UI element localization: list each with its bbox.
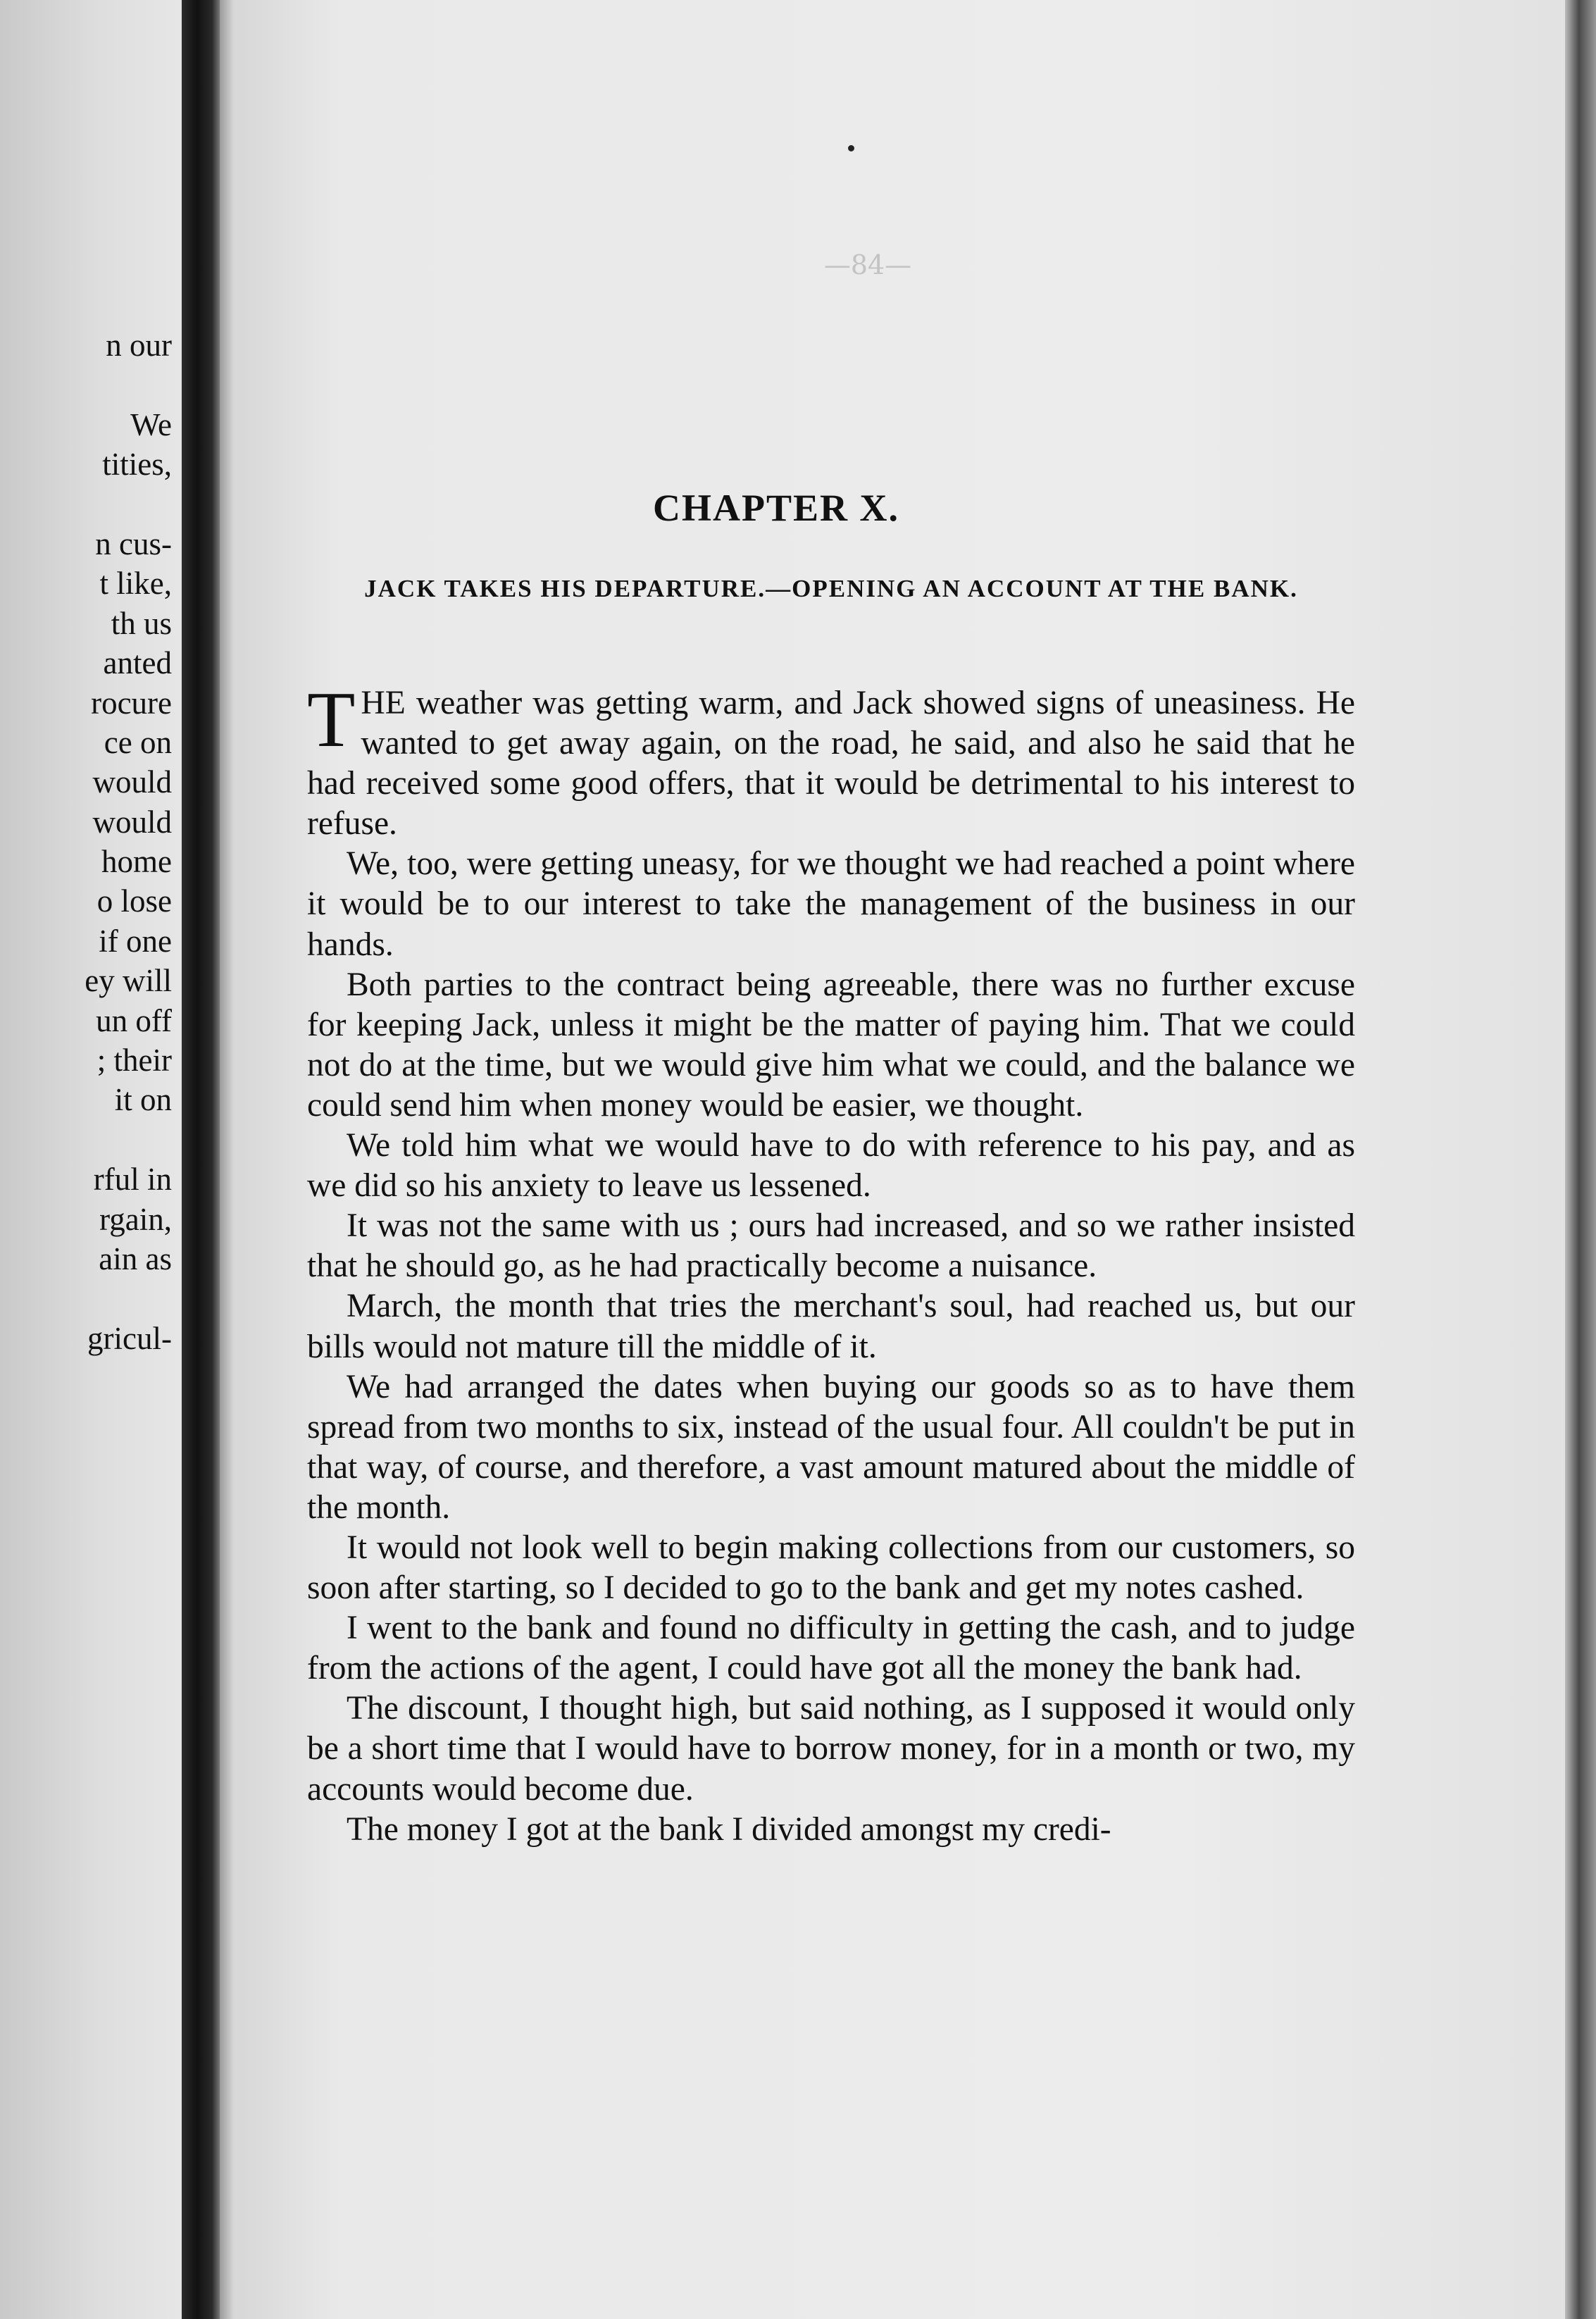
left-facing-page (0, 0, 182, 2319)
paragraph (307, 844, 1355, 964)
paragraph (307, 676, 1355, 844)
left-fragment-line: ce on (104, 724, 172, 760)
paragraph-text: The discount, I thought high, but said nothing, as I supposed it would only be a short time that I would have to borrow money, for in a month or two, my accounts would become due. (307, 1690, 1355, 1808)
gutter-shadow (220, 0, 234, 2319)
paragraph-text: It was not the same with us ; ours had increased, and so we rather insisted that he should go, as he had practically become a nuisance. (307, 1207, 1355, 1285)
chapter-title: CHAPTER X. (652, 487, 899, 529)
left-fragment-line: rgain, (99, 1201, 172, 1237)
left-fragment-line: rful in (93, 1162, 172, 1198)
book-gutter (182, 0, 220, 2319)
left-fragment-line: th us (111, 605, 172, 641)
paragraph-text: It would not look well to begin making collections from our customers, so soon after starting, so I decided to go to the bank and get my notes cashed. (307, 1529, 1355, 1607)
paragraph (307, 1206, 1355, 1286)
left-fragment-line (3, 365, 172, 404)
left-page-text-fragments (3, 325, 172, 1358)
left-fragment-line: un off (96, 1002, 172, 1038)
paragraph-text: We had arranged the dates when buying our goods so as to have them spread from two months to six, instead of the usual four. All couldn't be put in that way, of course, and therefore, a vast amount matured about the middle of the month. (307, 1368, 1355, 1526)
left-fragment-line (3, 1120, 172, 1160)
ink-speck (848, 145, 854, 151)
left-fragment-line: We (130, 406, 172, 442)
left-fragment-line: o lose (96, 883, 172, 919)
left-fragment-line (3, 1279, 172, 1318)
left-fragment-line: home (101, 844, 172, 880)
left-fragment-line: gricul- (87, 1320, 172, 1356)
chapter-body (307, 676, 1355, 1850)
paragraph (307, 1126, 1355, 1206)
paragraph (307, 1367, 1355, 1528)
paragraph (307, 1528, 1355, 1608)
paragraph (307, 1810, 1355, 1850)
left-fragment-line: would (92, 764, 172, 800)
right-page (234, 0, 1565, 2319)
paragraph (307, 1689, 1355, 1809)
paragraph (307, 1286, 1355, 1367)
left-fragment-line: rocure (91, 685, 172, 721)
paragraph-text: We told him what we would have to do with reference to his pay, and as we did so his anxiety to leave us lessened. (307, 1127, 1355, 1205)
left-fragment-line: t like, (99, 566, 172, 602)
left-fragment-line: ain as (99, 1241, 172, 1276)
left-fragment-line: tities, (102, 447, 172, 483)
drop-cap: T (307, 676, 356, 764)
page-number: —84— (823, 249, 912, 280)
paragraph (307, 965, 1355, 1126)
paragraph-text: The money I got at the bank I divided amongst my credi- (347, 1810, 1111, 1848)
left-fragment-line: ; their (96, 1043, 172, 1078)
paragraph-text: We, too, were getting uneasy, for we thought we had reached a point where it would be to our interest to take the management of the business in our hands. (307, 845, 1355, 963)
paragraph-text: Both parties to the contract being agreeable, there was no further excuse for keeping Jack, unless it might be the matter of paying him. That we could not do at the time, but we would give him what we could, and the balance we could send him when money would be easier, we thought. (307, 966, 1355, 1124)
paragraph-text: HE weather was getting warm, and Jack showed signs of uneasiness. He wanted to get away again, on the road, he said, and also he said that he had received some good offers, that it would be detrimental to his interest to refuse. (307, 685, 1355, 843)
chapter-subtitle: JACK TAKES HIS DEPARTURE.—OPENING AN ACCOUNT AT THE BANK. (364, 575, 1298, 602)
left-fragment-line: n our (106, 328, 172, 363)
page-edge (1565, 0, 1596, 2319)
left-fragment-line (3, 485, 172, 524)
left-fragment-line: it on (114, 1082, 172, 1118)
paragraph-text: I went to the bank and found no difficulty in getting the cash, and to judge from the actions of the agent, I could have got all the money the bank had. (307, 1610, 1355, 1687)
left-fragment-line: anted (103, 645, 172, 681)
left-fragment-line: if one (99, 923, 172, 959)
paragraph-text: March, the month that tries the merchant's soul, had reached us, but our bills would not mature till the middle of it. (307, 1288, 1355, 1365)
left-fragment-line: would (92, 804, 172, 840)
left-fragment-line: ey will (85, 963, 172, 999)
paragraph (307, 1608, 1355, 1689)
left-fragment-line: n cus- (95, 526, 172, 561)
